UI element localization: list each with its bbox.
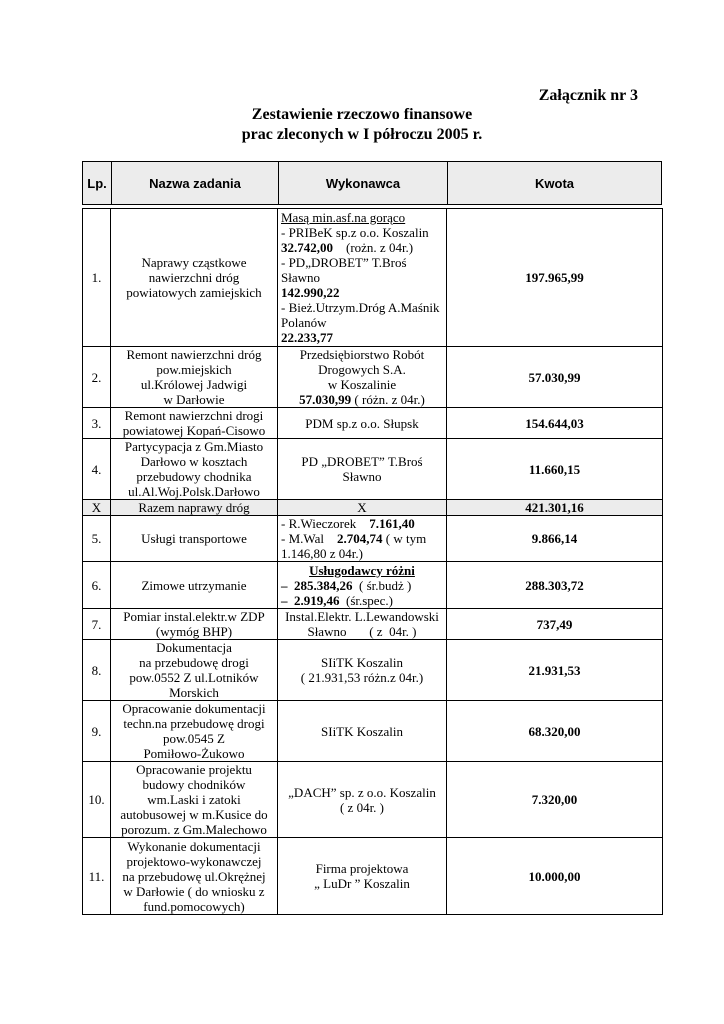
contractor-line: Drogowych S.A.	[318, 362, 406, 377]
table-header	[82, 161, 662, 205]
table-row	[83, 347, 663, 408]
contractor-line: Sławno	[342, 469, 382, 484]
contractor-line: Polanów	[281, 315, 327, 330]
table-row	[83, 701, 663, 762]
row-lp: 5.	[83, 516, 111, 562]
row-task	[111, 347, 278, 408]
row-lp: X	[83, 500, 111, 516]
task-line: Morskich	[169, 685, 219, 700]
task-line: w Darłowie	[163, 392, 225, 407]
contractor-line: w Koszalinie	[327, 377, 397, 392]
table-row	[83, 838, 663, 915]
row-amount: 154.644,03	[447, 408, 663, 439]
row-task	[111, 838, 278, 915]
task-line: przebudowy chodnika	[136, 469, 252, 484]
table-row	[83, 640, 663, 701]
row-contractor	[278, 838, 447, 915]
row-contractor	[278, 640, 447, 701]
title-line-2: prac zleconych w I półroczu 2005 r.	[241, 126, 483, 143]
contractor-line	[281, 593, 443, 608]
row-task	[111, 701, 278, 762]
row-contractor	[278, 209, 447, 347]
contractor-line: - PD„DROBET” T.Broś	[281, 255, 407, 270]
row-amount: 10.000,00	[447, 838, 663, 915]
row-task: Razem naprawy dróg	[111, 500, 278, 516]
contractor-line: Instal.Elektr. L.Lewandowski	[285, 609, 439, 624]
works-table	[82, 208, 663, 915]
contractor-line: „ LuDr ” Koszalin	[314, 876, 410, 891]
row-lp: 3.	[83, 408, 111, 439]
table-row	[83, 562, 663, 609]
row-lp: 4.	[83, 439, 111, 500]
task-line: Opracowanie projektu	[136, 762, 252, 777]
contractor-note: ( śr.budż )	[352, 577, 412, 593]
contractor-line: 1.146,80 z 04r.)	[281, 546, 363, 561]
row-task	[111, 640, 278, 701]
contractor-amount: 57.030,99	[299, 392, 352, 407]
row-contractor: X	[278, 500, 447, 516]
contractor-amount: 142.990,22	[281, 285, 340, 300]
table-row	[83, 439, 663, 500]
task-line: (wymóg BHP)	[155, 624, 233, 639]
row-lp: 10.	[83, 762, 111, 838]
task-line: porozum. z Gm.Malechowo	[121, 822, 267, 837]
row-task: Usługi transportowe	[111, 516, 278, 562]
header-lp: Lp.	[87, 175, 107, 191]
contractor-line: Masą min.asf.na gorąco	[281, 210, 406, 225]
row-amount: 421.301,16	[447, 500, 663, 516]
task-line: Wykonanie dokumentacji	[127, 838, 261, 854]
header-task: Nazwa zadania	[149, 175, 241, 191]
task-line: ul.Królowej Jadwigi	[140, 377, 248, 392]
task-line: pow.miejskich	[156, 362, 232, 377]
row-amount: 11.660,15	[447, 439, 663, 500]
contractor-line	[281, 392, 443, 407]
contractor-line: Firma projektowa	[315, 861, 409, 876]
contractor-note: - M.Wal	[281, 531, 337, 546]
task-line: techn.na przebudowę drogi	[123, 716, 265, 731]
contractor-amount: 32.742,00	[281, 240, 333, 255]
contractor-note: - R.Wieczorek	[281, 516, 370, 531]
contractor-amount: 2.704,74	[337, 531, 383, 546]
task-line: autobusowej w m.Kusice do	[120, 807, 268, 822]
row-task: Zimowe utrzymanie	[111, 562, 278, 609]
task-line: powiatowej Kopań-Cisowo	[122, 423, 266, 438]
contractor-note: ( różn. z 04r.)	[351, 392, 425, 407]
table-row	[83, 609, 663, 640]
row-task: Naprawy cząstkowe nawierzchni dróg powiatowych zamiejskich	[111, 209, 278, 347]
contractor-note: (śr.spec.)	[339, 592, 393, 608]
row-task	[111, 439, 278, 500]
task-line: pow.0545 Z	[163, 731, 225, 746]
title-line-1: Zestawienie rzeczowo finansowe	[251, 106, 473, 123]
contractor-line	[281, 516, 443, 531]
contractor-line: SIiTK Koszalin	[321, 655, 403, 670]
contractor-amount: 7.161,40	[369, 516, 415, 531]
row-amount: 288.303,72	[447, 562, 663, 609]
row-contractor: SIiTK Koszalin	[278, 701, 447, 762]
row-lp: 9.	[83, 701, 111, 762]
task-line: pow.0552 Z ul.Lotników	[129, 670, 259, 685]
header-amount: Kwota	[535, 175, 574, 191]
contractor-line: Usługodawcy różni	[309, 562, 415, 578]
contractor-amount: – 2.919,46	[281, 592, 340, 608]
contractor-line: „DACH” sp. z o.o. Koszalin	[288, 784, 436, 800]
task-line: Darłowo w kosztach	[140, 454, 248, 469]
contractor-line	[281, 240, 443, 255]
task-line: Pomiar instal.elektr.w ZDP	[123, 609, 265, 624]
task-line: Pomiłowo-Żukowo	[143, 746, 245, 761]
row-contractor: PDM sp.z o.o. Słupsk	[278, 408, 447, 439]
row-amount: 68.320,00	[447, 701, 663, 762]
task-line: w Darłowie ( do wniosku z	[123, 883, 265, 899]
task-line: Partycypacja z Gm.Miasto	[124, 439, 264, 454]
annex-label: Załącznik nr 3	[538, 87, 638, 104]
contractor-line: Przedsiębiorstwo Robót	[299, 347, 425, 362]
row-lp: 2.	[83, 347, 111, 408]
contractor-amount: 22.233,77	[281, 330, 333, 345]
task-line: budowy chodników	[142, 777, 246, 792]
subtotal-row	[83, 500, 663, 516]
contractor-note: (rożn. z 04r.)	[333, 240, 414, 255]
row-lp: 1.	[83, 209, 111, 347]
table-row	[83, 209, 663, 347]
row-amount: 9.866,14	[447, 516, 663, 562]
row-task	[111, 762, 278, 838]
header-contractor: Wykonawca	[325, 175, 401, 191]
contractor-line	[281, 531, 443, 546]
row-lp: 6.	[83, 562, 111, 609]
task-line: Remont nawierzchni drogi	[124, 408, 264, 423]
row-lp: 8.	[83, 640, 111, 701]
row-contractor	[278, 347, 447, 408]
document-title	[150, 105, 574, 145]
row-amount: 7.320,00	[447, 762, 663, 838]
contractor-line: - Bież.Utrzym.Dróg A.Maśnik	[281, 300, 440, 315]
row-task	[111, 408, 278, 439]
table-row	[83, 762, 663, 838]
row-amount: 737,49	[447, 609, 663, 640]
contractor-line: Sławno	[281, 270, 320, 285]
task-line: Dokumentacja	[156, 640, 232, 655]
task-line: wm.Laski i zatoki	[147, 792, 241, 807]
row-task	[111, 609, 278, 640]
contractor-line: - PRIBeK sp.z o.o. Koszalin	[281, 225, 429, 240]
row-contractor	[278, 762, 447, 838]
table-row	[83, 516, 663, 562]
row-contractor	[278, 562, 447, 609]
task-line: Remont nawierzchni dróg	[126, 347, 262, 362]
row-contractor	[278, 609, 447, 640]
task-line: na przebudowę ul.Okrężnej	[122, 868, 266, 884]
contractor-line: ( 21.931,53 różn.z 04r.)	[300, 670, 424, 685]
task-line: projektowo-wykonawczej	[126, 853, 262, 869]
task-line: Opracowanie dokumentacji	[122, 701, 266, 716]
row-contractor	[278, 439, 447, 500]
row-amount: 21.931,53	[447, 640, 663, 701]
task-line: ul.Al.Woj.Polsk.Darłowo	[128, 484, 260, 499]
contractor-amount: – 285.384,26	[281, 577, 353, 593]
task-line: fund.pomocowych)	[143, 898, 245, 914]
table-row	[83, 408, 663, 439]
contractor-note: ( w tym	[382, 531, 427, 546]
contractor-line: Sławno ( z 04r. )	[307, 624, 417, 639]
row-amount: 197.965,99	[447, 209, 663, 347]
contractor-line	[281, 578, 443, 593]
contractor-line: PD „DROBET” T.Broś	[301, 454, 423, 469]
row-amount: 57.030,99	[447, 347, 663, 408]
row-lp: 7.	[83, 609, 111, 640]
row-contractor	[278, 516, 447, 562]
row-lp: 11.	[83, 838, 111, 915]
task-line: na przebudowę drogi	[139, 655, 249, 670]
contractor-line: ( z 04r. )	[339, 799, 385, 815]
